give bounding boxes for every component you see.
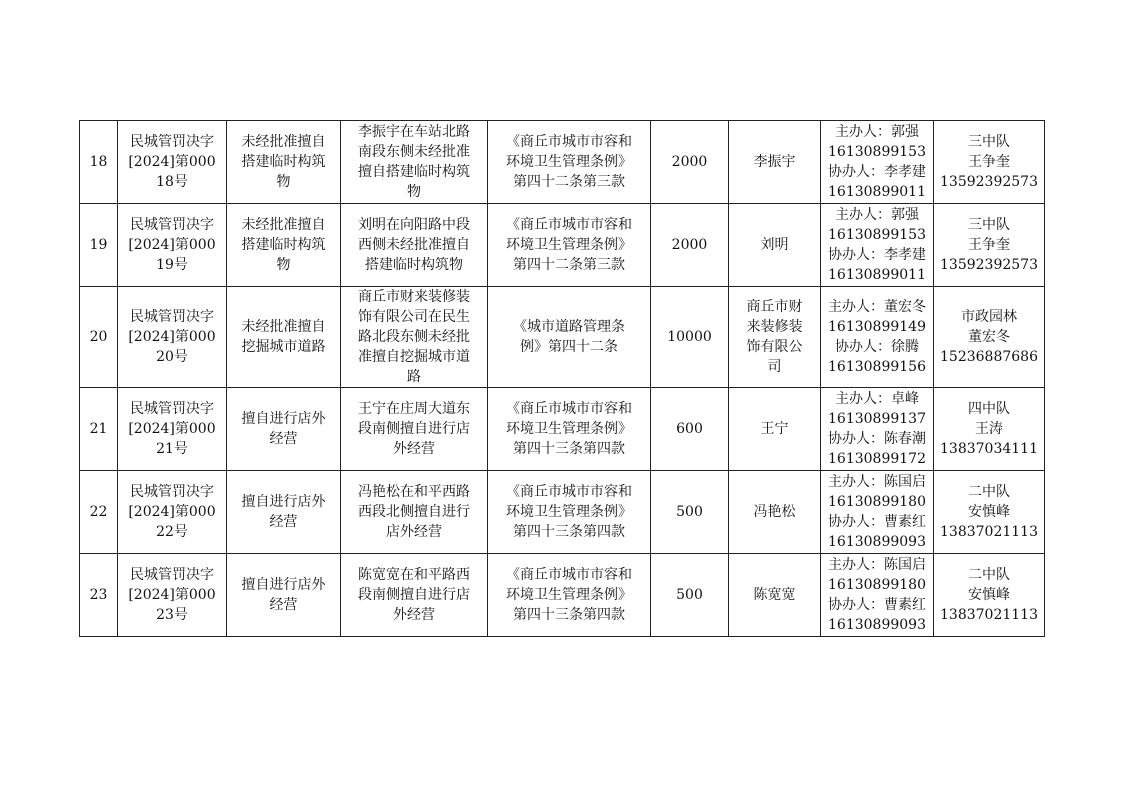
party-name-cell (729, 204, 821, 287)
row-number-cell (80, 121, 118, 204)
handling-unit-cell (934, 121, 1045, 204)
legal-basis: 《商丘市城市市容和环境卫生管理条例》第四十三条第四款 (506, 484, 632, 540)
officers-line: 协办人：曹素红 (828, 597, 926, 613)
decision-number: 民城管罚决字[2024]第00018号 (128, 134, 216, 190)
legal-basis-cell (488, 471, 651, 554)
handling-unit-cell (934, 388, 1045, 471)
fine-amount: 10000 (667, 329, 712, 345)
table-row (80, 204, 1045, 287)
handling-unit-line: 三中队 (968, 217, 1010, 233)
violation-type: 擅自进行店外经营 (241, 577, 326, 613)
legal-basis-cell (488, 121, 651, 204)
fine-amount: 2000 (671, 237, 708, 253)
handling-unit-line: 董宏冬 (968, 329, 1010, 345)
table-row (80, 554, 1045, 637)
officers-cell (821, 204, 934, 287)
party-name: 商丘市财来装修装饰有限公司 (746, 299, 803, 375)
party-name: 李振宇 (753, 154, 796, 170)
fine-amount: 2000 (671, 154, 708, 170)
officers-line: 16130899156 (828, 359, 926, 375)
legal-basis-cell (488, 554, 651, 637)
officers-line: 协办人：徐腾 (835, 339, 919, 355)
handling-unit-line: 安慎峰 (968, 587, 1010, 603)
decision-number: 民城管罚决字[2024]第00020号 (128, 309, 216, 365)
handling-unit-line: 15236887686 (940, 349, 1038, 365)
handling-unit-line: 13837034111 (940, 441, 1038, 457)
violation-type-cell (227, 554, 341, 637)
violation-type-cell (227, 204, 341, 287)
row-number-cell (80, 287, 118, 388)
officers-line: 16130899153 (828, 144, 926, 160)
violation-type-cell (227, 287, 341, 388)
violation-facts: 李振宇在车站北路南段东侧未经批准擅自搭建临时构筑物 (357, 124, 470, 200)
violation-facts-cell (341, 554, 488, 637)
handling-unit-line: 13592392573 (940, 257, 1038, 273)
violation-facts-cell (341, 471, 488, 554)
fine-amount-cell (651, 121, 729, 204)
officers-line: 16130899011 (828, 267, 926, 283)
handling-unit-line: 二中队 (968, 484, 1010, 500)
decision-number: 民城管罚决字[2024]第00022号 (128, 484, 216, 540)
violation-type: 未经批准擅自搭建临时构筑物 (241, 134, 326, 190)
decision-number-cell (118, 121, 227, 204)
fine-amount-cell (651, 287, 729, 388)
officers-cell (821, 388, 934, 471)
row-number: 21 (89, 421, 108, 437)
officers-line: 16130899011 (828, 184, 926, 200)
violation-facts: 冯艳松在和平西路西段北侧擅自进行店外经营 (357, 484, 470, 540)
officers-line: 协办人：李孝建 (828, 164, 926, 180)
handling-unit-line: 13592392573 (940, 174, 1038, 190)
handling-unit-line: 13837021113 (940, 524, 1038, 540)
party-name-cell (729, 471, 821, 554)
legal-basis: 《商丘市城市市容和环境卫生管理条例》第四十二条第三款 (506, 217, 632, 273)
legal-basis: 《商丘市城市市容和环境卫生管理条例》第四十三条第四款 (506, 401, 632, 457)
violation-type-cell (227, 471, 341, 554)
legal-basis: 《商丘市城市市容和环境卫生管理条例》第四十三条第四款 (506, 567, 632, 623)
handling-unit-line: 四中队 (968, 401, 1010, 417)
handling-unit-cell (934, 287, 1045, 388)
row-number: 23 (89, 587, 108, 603)
row-number: 20 (89, 329, 108, 345)
officers-cell (821, 287, 934, 388)
table-row (80, 287, 1045, 388)
violation-type-cell (227, 388, 341, 471)
officers-line: 协办人：陈春潮 (828, 431, 926, 447)
handling-unit-line: 王争奎 (968, 154, 1010, 170)
handling-unit-line: 王争奎 (968, 237, 1010, 253)
table-row (80, 388, 1045, 471)
handling-unit-cell (934, 471, 1045, 554)
fine-amount-cell (651, 204, 729, 287)
fine-amount-cell (651, 554, 729, 637)
handling-unit-line: 市政园林 (961, 309, 1017, 325)
fine-amount-cell (651, 471, 729, 554)
decision-number-cell (118, 287, 227, 388)
violation-facts-cell (341, 287, 488, 388)
table-body (80, 121, 1045, 637)
officers-line: 16130899093 (828, 534, 926, 550)
fine-amount: 600 (676, 421, 703, 437)
violation-facts: 王宁在庄周大道东段南侧擅自进行店外经营 (357, 401, 470, 457)
decision-number-cell (118, 204, 227, 287)
table-row (80, 121, 1045, 204)
handling-unit-cell (934, 204, 1045, 287)
handling-unit-line: 三中队 (968, 134, 1010, 150)
party-name: 冯艳松 (753, 504, 796, 520)
handling-unit-line: 安慎峰 (968, 504, 1010, 520)
violation-facts-cell (341, 121, 488, 204)
handling-unit-line: 13837021113 (940, 607, 1038, 623)
decision-number-cell (118, 388, 227, 471)
officers-line: 16130899149 (828, 319, 926, 335)
violation-type: 未经批准擅自搭建临时构筑物 (241, 217, 326, 273)
party-name-cell (729, 287, 821, 388)
officers-cell (821, 471, 934, 554)
violation-type-cell (227, 121, 341, 204)
violation-facts-cell (341, 388, 488, 471)
fine-amount: 500 (676, 587, 703, 603)
party-name-cell (729, 388, 821, 471)
officers-line: 协办人：李孝建 (828, 247, 926, 263)
decision-number: 民城管罚决字[2024]第00019号 (128, 217, 216, 273)
table-row (80, 471, 1045, 554)
row-number-cell (80, 388, 118, 471)
legal-basis-cell (488, 204, 651, 287)
violation-facts: 陈宽宽在和平路西段南侧擅自进行店外经营 (357, 567, 470, 623)
handling-unit-cell (934, 554, 1045, 637)
officers-cell (821, 121, 934, 204)
row-number-cell (80, 471, 118, 554)
decision-number: 民城管罚决字[2024]第00021号 (128, 401, 216, 457)
officers-line: 主办人：郭强 (835, 207, 919, 223)
row-number: 19 (89, 237, 108, 253)
officers-line: 16130899093 (828, 617, 926, 633)
fine-amount: 500 (676, 504, 703, 520)
legal-basis-cell (488, 287, 651, 388)
officers-line: 16130899137 (828, 411, 926, 427)
party-name: 刘明 (760, 237, 789, 253)
officers-line: 协办人：曹素红 (828, 514, 926, 530)
officers-line: 主办人：陈国启 (828, 557, 926, 573)
officers-line: 16130899180 (828, 494, 926, 510)
row-number: 18 (89, 154, 108, 170)
officers-line: 16130899153 (828, 227, 926, 243)
party-name: 陈宽宽 (753, 587, 796, 603)
penalty-decision-table (79, 120, 1045, 637)
officers-line: 主办人：卓峰 (835, 391, 919, 407)
legal-basis-cell (488, 388, 651, 471)
officers-line: 主办人：郭强 (835, 124, 919, 140)
violation-type: 擅自进行店外经营 (241, 494, 326, 530)
violation-facts: 商丘市财来装修装饰有限公司在民生路北段东侧未经批准擅自挖掘城市道路 (357, 289, 470, 385)
handling-unit-line: 王涛 (975, 421, 1003, 437)
officers-line: 主办人：陈国启 (828, 474, 926, 490)
officers-cell (821, 554, 934, 637)
officers-line: 主办人：董宏冬 (828, 299, 926, 315)
row-number-cell (80, 204, 118, 287)
fine-amount-cell (651, 388, 729, 471)
violation-facts: 刘明在向阳路中段西侧未经批准擅自搭建临时构筑物 (357, 217, 470, 273)
party-name-cell (729, 121, 821, 204)
decision-number-cell (118, 554, 227, 637)
row-number: 22 (89, 504, 108, 520)
violation-type: 未经批准擅自挖掘城市道路 (241, 319, 326, 355)
legal-basis: 《城市道路管理条例》第四十二条 (513, 319, 625, 355)
officers-line: 16130899180 (828, 577, 926, 593)
officers-line: 16130899172 (828, 451, 926, 467)
handling-unit-line: 二中队 (968, 567, 1010, 583)
party-name-cell (729, 554, 821, 637)
party-name: 王宁 (760, 421, 789, 437)
legal-basis: 《商丘市城市市容和环境卫生管理条例》第四十二条第三款 (506, 134, 632, 190)
violation-facts-cell (341, 204, 488, 287)
decision-number-cell (118, 471, 227, 554)
decision-number: 民城管罚决字[2024]第00023号 (128, 567, 216, 623)
violation-type: 擅自进行店外经营 (241, 411, 326, 447)
row-number-cell (80, 554, 118, 637)
